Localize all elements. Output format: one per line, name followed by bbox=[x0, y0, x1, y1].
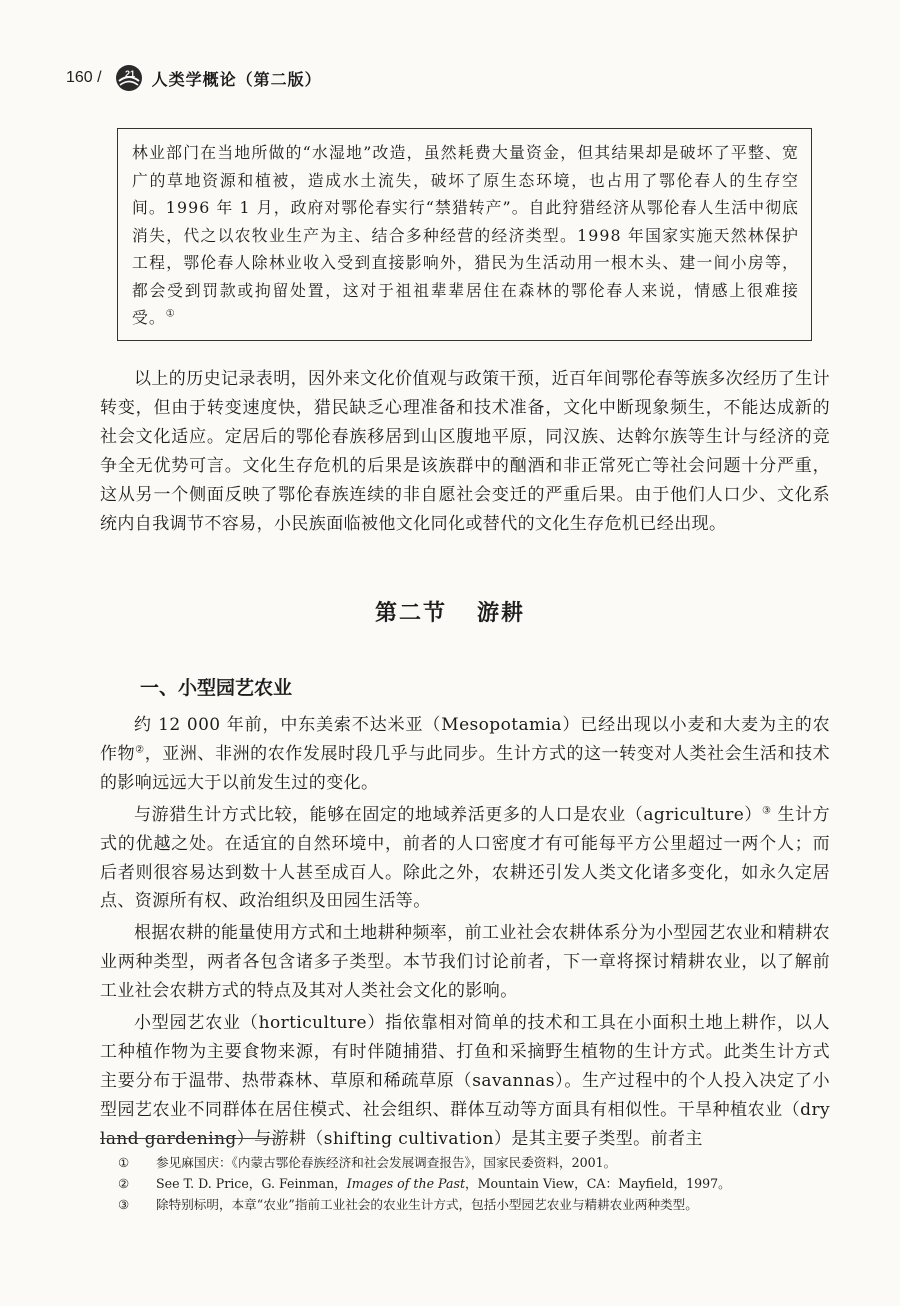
subsection-heading: 一、小型园艺农业 bbox=[140, 677, 293, 699]
footnote-text: 除特别标明，本章“农业”指前工业社会的农业生计方式，包括小型园艺农业与精耕农业两种类型。 bbox=[156, 1197, 698, 1212]
footnote-text: 参见麻国庆：《内蒙古鄂伦春族经济和社会发展调查报告》，国家民委资料，2001。 bbox=[156, 1155, 617, 1170]
footnote-number: ① bbox=[118, 1155, 130, 1170]
page-number: 160 / bbox=[66, 69, 102, 86]
section-label: 第二节 bbox=[374, 601, 447, 626]
paragraph-comparison bbox=[100, 801, 830, 917]
footnote-divider bbox=[100, 1138, 280, 1139]
footnote-ref-2[interactable]: ② bbox=[135, 744, 145, 756]
book-title: 人类学概论（第二版） bbox=[151, 69, 322, 89]
p1-text-a: 约 12 000 年前，中东美索不达米亚（Mesopotamia）已经出现以小麦和大麦为主的农作物 bbox=[100, 715, 830, 764]
paragraph-classification: 根据农耕的能量使用方式和土地耕种频率，前工业社会农耕体系分为小型园艺农业和精耕农业两种类型，两者各包含诸多子类型。本节我们讨论前者，下一章将探讨精耕农业，以了解前工业社会农耕方式的特点及其对人类社会文化的影响。 bbox=[100, 923, 830, 1002]
running-head bbox=[66, 58, 322, 98]
p2-text-a: 与游猎生计方式比较，能够在固定的地域养活更多的人口是农业（agriculture） bbox=[134, 804, 762, 825]
body-block-upper bbox=[100, 365, 830, 541]
paragraph-horticulture: 小型园艺农业（horticulture）指依靠相对简单的技术和工具在小面积土地上耕作，以人工种植作物为主要食物来源，有时伴随捕猎、打鱼和采摘野生植物的生计方式。此类生计方式主要分布于温带、热带森林、草原和稀疏草原（savannas）。生产过程中的个人投入决定了小型园艺农业不同群体在居住模式、社会组织、群体互动等方面具有相似性。干旱种植农业（dry land gardening）与游耕（shifting cultivation）是其主要子类型。前者主 bbox=[100, 1013, 830, 1149]
paragraph-history-summary: 以上的历史记录表明，因外来文化价值观与政策干预，近百年间鄂伦春等族多次经历了生计转变，但由于转变速度快，猎民缺乏心理准备和技术准备，文化中断现象频生，不能达成新的社会文化适应。定居后的鄂伦春族移居到山区腹地平原，同汉族、达斡尔族等生计与经济的竞争全无优势可言。文化生存危机的后果是该族群中的酗酒和非正常死亡等社会问题十分严重，这从另一个侧面反映了鄂伦春族连续的非自愿社会变迁的严重后果。由于他们人口少、文化系统内自我调节不容易，小民族面临被他文化同化或替代的文化生存危机已经出现。 bbox=[100, 369, 830, 534]
footnote-2 bbox=[118, 1173, 818, 1194]
footnotes bbox=[118, 1152, 818, 1215]
body-block-lower bbox=[100, 711, 830, 1157]
excerpt-body: 林业部门在当地所做的“水湿地”改造，虽然耗费大量资金，但其结果却是破坏了平整、宽广的草地资源和植被，造成水土流失，破坏了原生态环境，也占用了鄂伦春人的生存空间。1996 年 1 月，政府对鄂伦春实行“禁猎转产”。自此狩猎经济从鄂伦春人生活中彻底消失，代之以农牧业生产为主、结合多种经营的经济类型。1998 年国家实施天然林保护工程，鄂伦春人除林业收入受到直接影响外，猎民为生活动用一根木头、建一间小房等，都会受到罚款或拘留处置，这对于祖祖辈辈居住在森林的鄂伦春人来说，情感上很难接受。 bbox=[132, 143, 799, 327]
boxed-excerpt bbox=[117, 128, 812, 341]
excerpt-text bbox=[132, 139, 799, 332]
footnote-ref-3[interactable]: ③ bbox=[761, 805, 772, 817]
section-title: 游耕 bbox=[477, 601, 526, 626]
footnote-1 bbox=[118, 1152, 818, 1173]
p1-text-b: ，亚洲、非洲的农作发展时段几乎与此同步。生计方式的这一转变对人类社会生活和技术的影响远远大于以前发生过的变化。 bbox=[100, 743, 830, 793]
footnote-text-part: ，Mountain View，CA：Mayfield，1997。 bbox=[465, 1176, 731, 1191]
footnote-ref-1[interactable]: ① bbox=[165, 308, 176, 320]
footnote-text bbox=[156, 1173, 731, 1194]
footnote-number: ③ bbox=[118, 1197, 130, 1212]
publisher-logo-icon bbox=[114, 63, 144, 93]
footnote-3 bbox=[118, 1194, 818, 1215]
footnote-number: ② bbox=[118, 1176, 130, 1191]
svg-text:21: 21 bbox=[124, 69, 135, 79]
footnote-book-title: Images of the Past bbox=[346, 1176, 466, 1191]
paragraph-origins bbox=[100, 711, 830, 798]
footnote-text-part: See T. D. Price，G. Feinman， bbox=[156, 1176, 347, 1191]
section-heading bbox=[0, 596, 900, 627]
p2-text-b: 生计方式的优越之处。在适宜的自然环境中，前者的人口密度才有可能每平方公里超过一两个人；而后者则很容易达到数十人甚至成百人。除此之外，农耕还引发人类文化诸多变化，如永久定居点、资源所有权、政治组织及田园生活等。 bbox=[100, 804, 830, 912]
